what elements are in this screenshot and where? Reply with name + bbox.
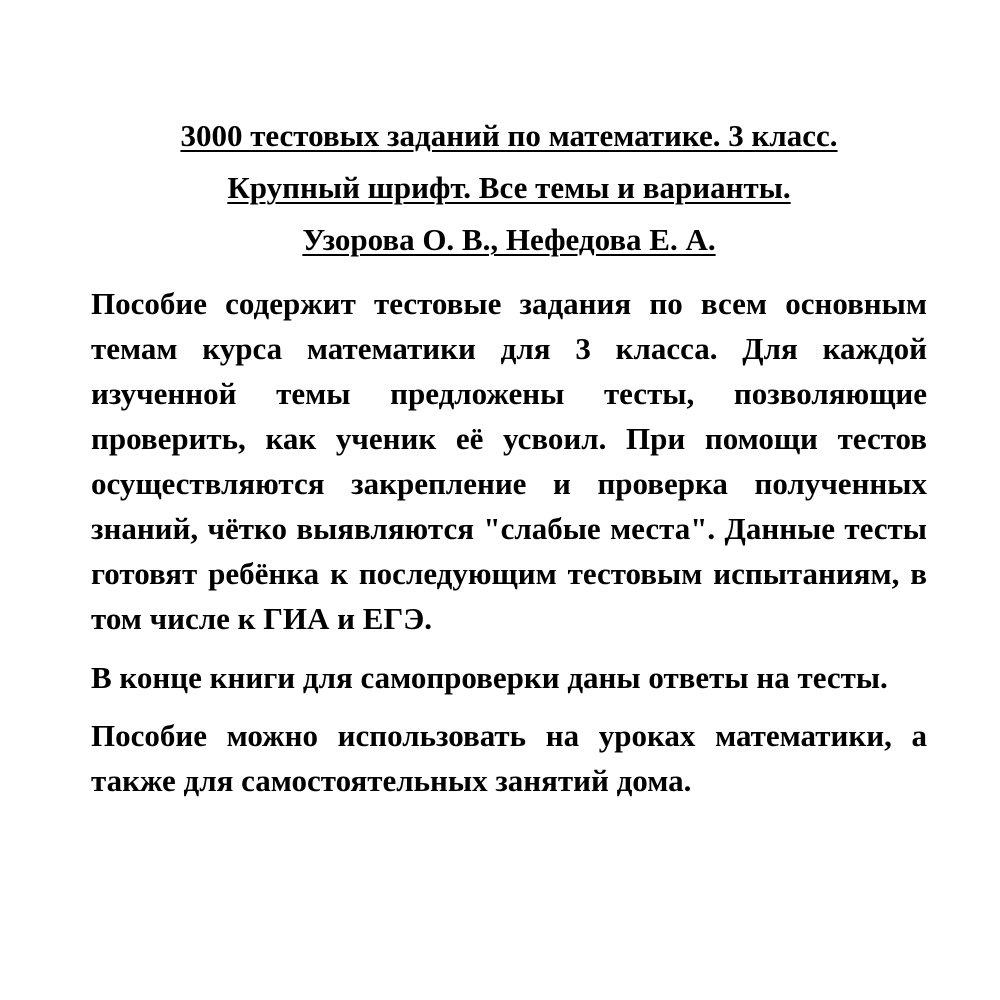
description-paragraph: Пособие содержит тестовые задания по всем основным темам курса математики для 3 класса. Для каждой изученной темы предложены тесты, позволяющие проверить, как ученик её усвоил. При помощи тестов осуществляются закрепление и проверка полученных знаний, чётко выявляются "слабые места". Данные тесты готовят ребёнка к последующим тестовым испытаниям, в том числе к ГИА и ЕГЭ. (91, 286, 927, 636)
usage-paragraph: Пособие можно использовать на уроках математики, а также для самостоятельных занятий дома. (91, 718, 927, 798)
answers-paragraph: В конце книги для самопроверки даны ответы на тесты. (91, 660, 888, 695)
title-line-book: 3000 тестовых заданий по математике. 3 класс. (180, 118, 838, 153)
title-line-subtitle: Крупный шрифт. Все темы и варианты. (227, 170, 791, 205)
title-line-authors: Узорова О. В., Нефедова Е. А. (302, 222, 716, 257)
document-page (91, 110, 927, 817)
document-title (91, 110, 927, 266)
